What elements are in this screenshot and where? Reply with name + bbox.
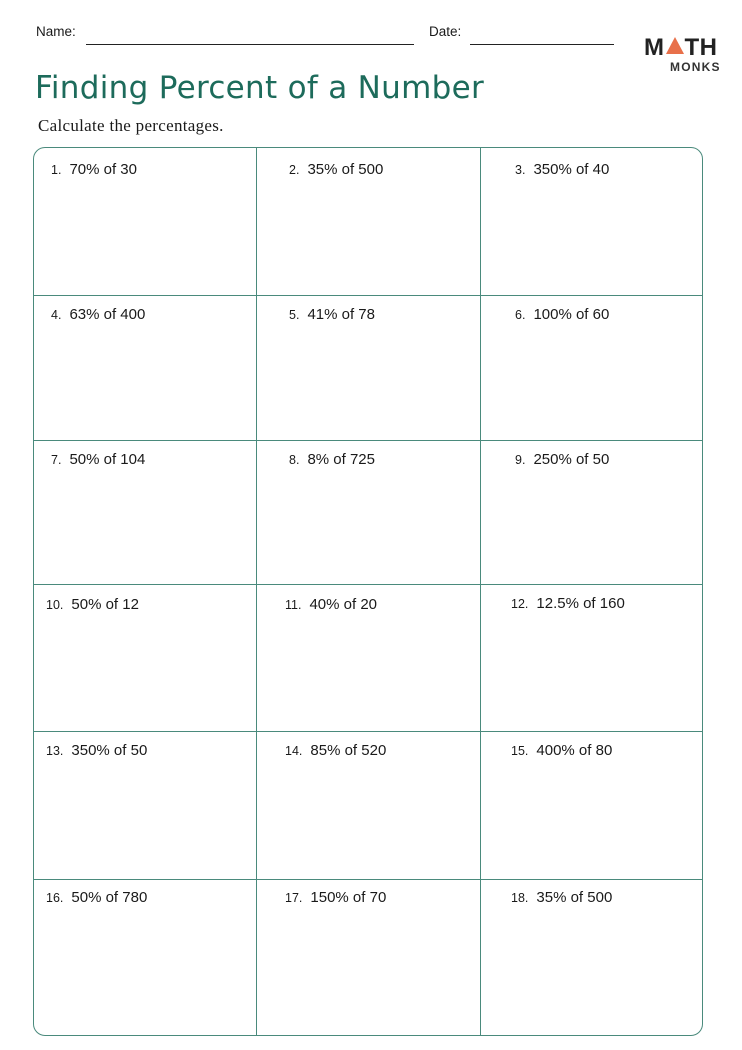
grid-divider bbox=[34, 731, 702, 732]
problem-text: 35% of 500 bbox=[307, 161, 384, 178]
problem-number: 6. bbox=[515, 308, 526, 322]
logo-monks-text: MONKS bbox=[670, 60, 721, 74]
grid-divider bbox=[34, 584, 702, 585]
problem-6[interactable] bbox=[515, 306, 609, 323]
problem-8[interactable] bbox=[289, 451, 375, 468]
problem-3[interactable] bbox=[515, 161, 609, 178]
problem-text: 50% of 780 bbox=[71, 889, 148, 906]
grid-divider bbox=[480, 148, 481, 1035]
name-label: Name: bbox=[36, 24, 76, 39]
problem-text: 70% of 30 bbox=[69, 161, 137, 178]
instructions: Calculate the percentages. bbox=[38, 116, 224, 135]
triangle-icon bbox=[666, 37, 684, 54]
date-field-line[interactable] bbox=[470, 44, 614, 45]
page-title: Finding Percent of a Number bbox=[35, 70, 485, 106]
problem-2[interactable] bbox=[289, 161, 383, 178]
problem-number: 9. bbox=[515, 453, 526, 467]
problem-number: 1. bbox=[51, 163, 62, 177]
problem-text: 50% of 104 bbox=[69, 451, 146, 468]
problem-4[interactable] bbox=[51, 306, 145, 323]
grid-divider bbox=[256, 148, 257, 1035]
problem-text: 8% of 725 bbox=[307, 451, 375, 468]
problem-text: 41% of 78 bbox=[307, 306, 375, 323]
problem-11[interactable] bbox=[285, 596, 377, 613]
logo-letters-th: TH bbox=[684, 34, 718, 61]
problem-number: 3. bbox=[515, 163, 526, 177]
problem-text: 85% of 520 bbox=[310, 742, 387, 759]
problem-number: 15. bbox=[511, 744, 529, 758]
problem-text: 250% of 50 bbox=[533, 451, 610, 468]
problem-7[interactable] bbox=[51, 451, 145, 468]
grid-divider bbox=[34, 295, 702, 296]
problem-number: 10. bbox=[46, 598, 64, 612]
problem-number: 13. bbox=[46, 744, 64, 758]
problem-text: 150% of 70 bbox=[310, 889, 387, 906]
date-label: Date: bbox=[429, 24, 462, 39]
problem-text: 50% of 12 bbox=[71, 596, 139, 613]
logo-math-text bbox=[644, 36, 718, 60]
grid-divider bbox=[34, 440, 702, 441]
problem-text: 40% of 20 bbox=[309, 596, 378, 613]
problem-text: 12.5% of 160 bbox=[536, 595, 625, 612]
problem-9[interactable] bbox=[515, 451, 609, 468]
problem-text: 350% of 40 bbox=[533, 161, 610, 178]
problem-text: 100% of 60 bbox=[533, 306, 610, 323]
problem-number: 4. bbox=[51, 308, 62, 322]
problem-number: 14. bbox=[285, 744, 303, 758]
problem-text: 63% of 400 bbox=[69, 306, 146, 323]
problem-15[interactable] bbox=[511, 742, 612, 759]
problem-number: 16. bbox=[46, 891, 64, 905]
problem-text: 400% of 80 bbox=[536, 742, 613, 759]
problem-5[interactable] bbox=[289, 306, 375, 323]
problem-10[interactable] bbox=[46, 596, 139, 613]
problem-number: 11. bbox=[285, 598, 302, 612]
problem-13[interactable] bbox=[46, 742, 147, 759]
math-monks-logo bbox=[644, 36, 728, 76]
problem-grid bbox=[33, 147, 703, 1036]
problem-number: 2. bbox=[289, 163, 300, 177]
problem-18[interactable] bbox=[511, 889, 612, 906]
problem-14[interactable] bbox=[285, 742, 386, 759]
grid-divider bbox=[34, 879, 702, 880]
problem-17[interactable] bbox=[285, 889, 386, 906]
problem-number: 8. bbox=[289, 453, 300, 467]
problem-number: 18. bbox=[511, 891, 529, 905]
problem-text: 35% of 500 bbox=[536, 889, 613, 906]
problem-1[interactable] bbox=[51, 161, 137, 178]
problem-number: 12. bbox=[511, 597, 529, 611]
problem-text: 350% of 50 bbox=[71, 742, 148, 759]
problem-number: 17. bbox=[285, 891, 303, 905]
problem-12[interactable] bbox=[511, 595, 625, 612]
problem-number: 7. bbox=[51, 453, 62, 467]
name-field-line[interactable] bbox=[86, 44, 414, 45]
problem-16[interactable] bbox=[46, 889, 147, 906]
problem-number: 5. bbox=[289, 308, 300, 322]
logo-letter-m: M bbox=[644, 34, 665, 61]
